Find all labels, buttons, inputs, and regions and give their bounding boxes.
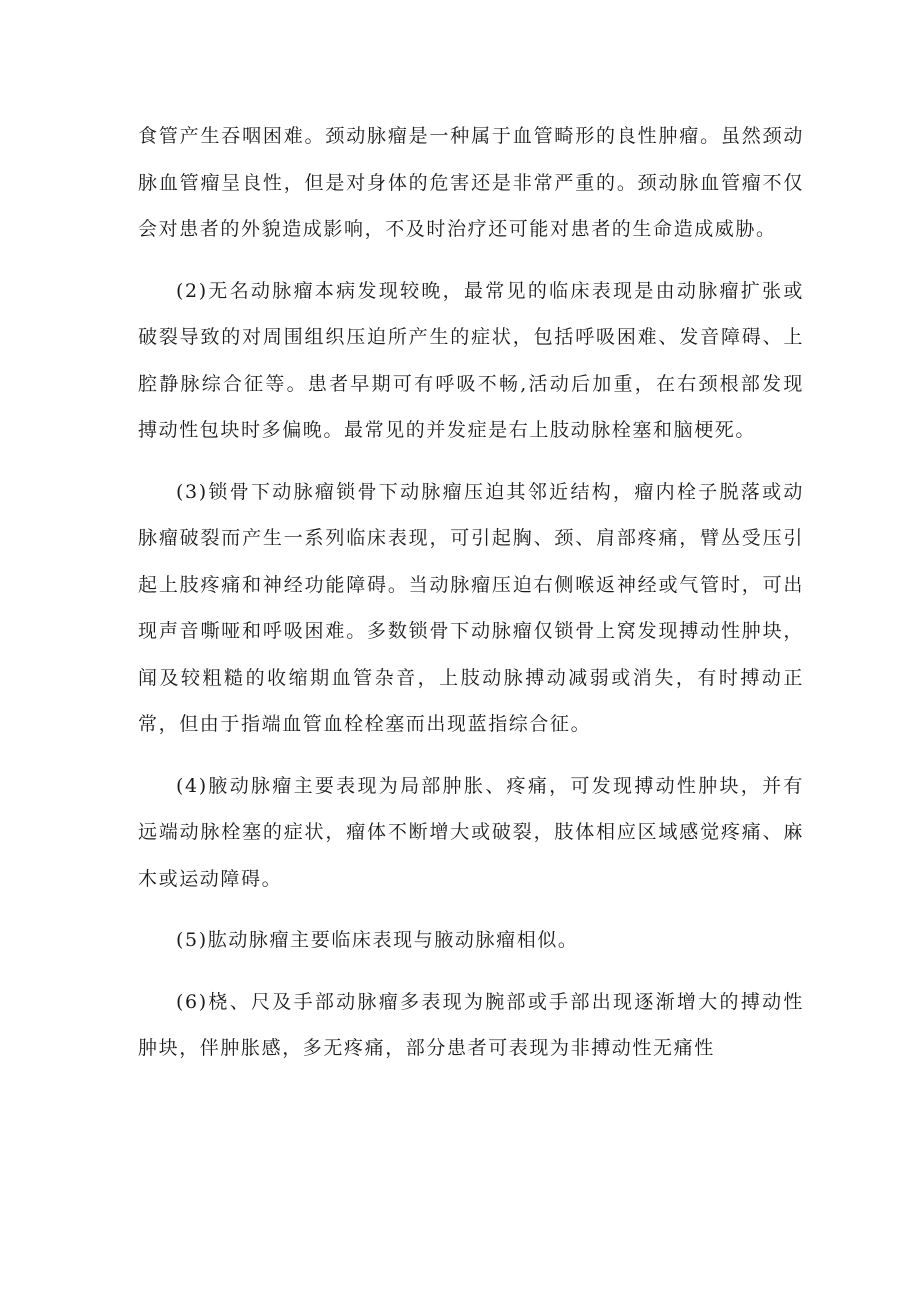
- paragraph-brachial-aneurysm: (5)肱动脉瘤主要临床表现与腋动脉瘤相似。: [176, 929, 579, 951]
- document-body: [138, 113, 804, 1087]
- paragraph-radial-ulnar-hand-aneurysm: (6)桡、尺及手部动脉瘤多表现为腕部或手部出现逐渐增大的搏动性肿块，伴肿胀感，多无疼痛，部分患者可表现为非搏动性无痛性: [138, 990, 804, 1059]
- paragraph-axillary-aneurysm: (4)腋动脉瘤主要表现为局部肿胀、疼痛，可发现搏动性肿块，并有远端动脉栓塞的症状，瘤体不断增大或破裂，肢体相应区域感觉疼痛、麻木或运动障碍。: [138, 774, 804, 890]
- paragraph-subclavian-aneurysm: (3)锁骨下动脉瘤锁骨下动脉瘤压迫其邻近结构，瘤内栓子脱落或动脉瘤破裂而产生一系列临床表现，可引起胸、颈、肩部疼痛，臂丛受压引起上肢疼痛和神经功能障碍。当动脉瘤压迫右侧喉返神经或气管时，可出现声音嘶哑和呼吸困难。多数锁骨下动脉瘤仅锁骨上窝发现搏动性肿块，闻及较粗糙的收缩期血管杂音，上肢动脉搏动减弱或消失，有时搏动正常，但由于指端血管血栓栓塞而出现蓝指综合征。: [138, 480, 804, 735]
- paragraph-innominate-aneurysm: (2)无名动脉瘤本病发现较晚，最常见的临床表现是由动脉瘤扩张或破裂导致的对周围组织压迫所产生的症状，包括呼吸困难、发音障碍、上腔静脉综合征等。患者早期可有呼吸不畅,活动后加重，在右颈根部发现搏动性包块时多偏晚。最常见的并发症是右上肢动脉栓塞和脑梗死。: [138, 279, 804, 441]
- paragraph-continuation: 食管产生吞咽困难。颈动脉瘤是一种属于血管畸形的良性肿瘤。虽然颈动脉血管瘤呈良性，但是对身体的危害还是非常严重的。颈动脉血管瘤不仅会对患者的外貌造成影响，不及时治疗还可能对患者的生命造成威胁。: [138, 125, 804, 240]
